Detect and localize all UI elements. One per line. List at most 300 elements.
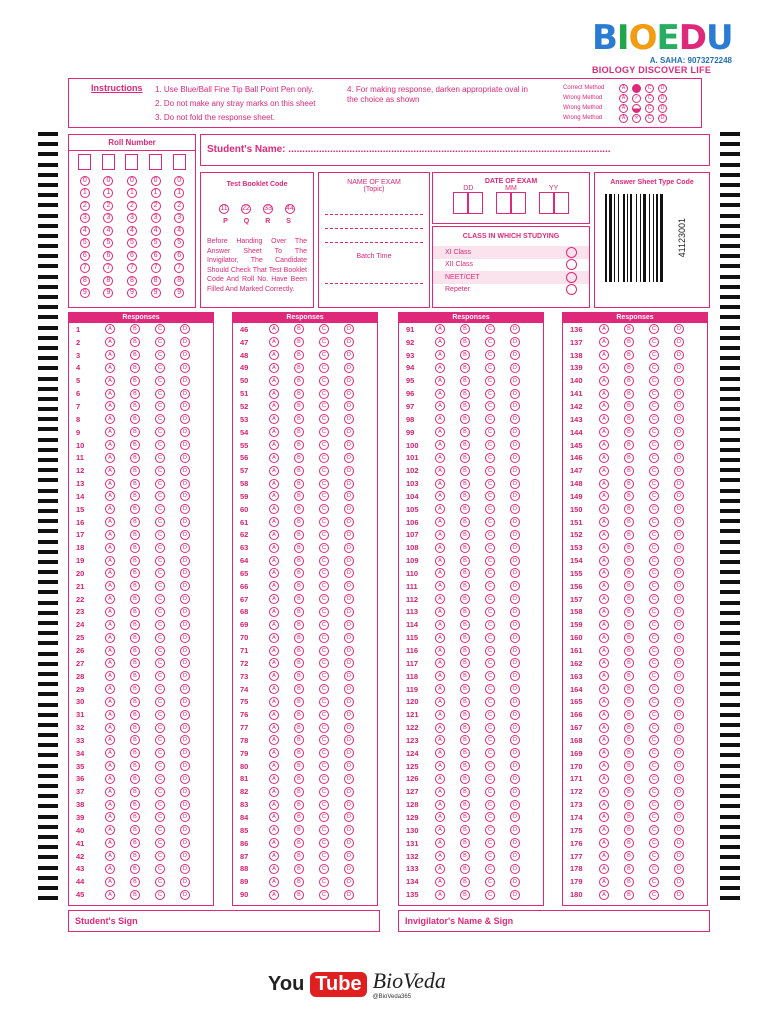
answer-bubble-c[interactable]: C	[155, 697, 165, 707]
answer-bubble-d[interactable]: D	[674, 517, 684, 527]
answer-bubble-c[interactable]: C	[485, 376, 495, 386]
answer-bubble-c[interactable]: C	[319, 363, 329, 373]
answer-bubble-b[interactable]: B	[460, 376, 470, 386]
answer-bubble-c[interactable]: C	[319, 401, 329, 411]
answer-bubble-c[interactable]: C	[319, 658, 329, 668]
answer-bubble-c[interactable]: C	[485, 517, 495, 527]
answer-bubble-d[interactable]: D	[180, 761, 190, 771]
answer-bubble-d[interactable]: D	[180, 376, 190, 386]
answer-bubble-c[interactable]: C	[155, 890, 165, 900]
answer-bubble-c[interactable]: C	[319, 376, 329, 386]
roll-digit-bubble[interactable]: 2	[103, 201, 113, 211]
answer-bubble-d[interactable]: D	[674, 761, 684, 771]
answer-bubble-b[interactable]: B	[294, 710, 304, 720]
exam-line-1[interactable]	[325, 205, 423, 215]
answer-bubble-a[interactable]: A	[435, 877, 445, 887]
answer-bubble-a[interactable]: A	[105, 697, 115, 707]
answer-bubble-d[interactable]: D	[674, 504, 684, 514]
answer-bubble-b[interactable]: B	[294, 337, 304, 347]
answer-bubble-d[interactable]: D	[180, 658, 190, 668]
answer-bubble-c[interactable]: C	[485, 774, 495, 784]
roll-digit-box[interactable]	[149, 154, 162, 170]
answer-bubble-b[interactable]: B	[294, 363, 304, 373]
answer-bubble-b[interactable]: B	[294, 774, 304, 784]
answer-bubble-c[interactable]: C	[155, 376, 165, 386]
answer-bubble-a[interactable]: A	[599, 646, 609, 656]
answer-bubble-c[interactable]: C	[319, 877, 329, 887]
answer-bubble-a[interactable]: A	[105, 620, 115, 630]
answer-bubble-c[interactable]: C	[649, 697, 659, 707]
answer-bubble-c[interactable]: C	[649, 363, 659, 373]
answer-bubble-b[interactable]: B	[130, 877, 140, 887]
answer-bubble-b[interactable]: B	[624, 697, 634, 707]
answer-bubble-d[interactable]: D	[180, 838, 190, 848]
answer-bubble-d[interactable]: D	[674, 556, 684, 566]
answer-bubble-d[interactable]: D	[674, 324, 684, 334]
answer-bubble-c[interactable]: C	[649, 607, 659, 617]
answer-bubble-c[interactable]: C	[485, 466, 495, 476]
answer-bubble-b[interactable]: B	[294, 851, 304, 861]
answer-bubble-d[interactable]: D	[510, 800, 520, 810]
answer-bubble-d[interactable]: D	[180, 890, 190, 900]
answer-bubble-a[interactable]: A	[269, 479, 279, 489]
answer-bubble-d[interactable]: D	[344, 723, 354, 733]
answer-bubble-d[interactable]: D	[510, 851, 520, 861]
answer-bubble-b[interactable]: B	[130, 697, 140, 707]
answer-bubble-d[interactable]: D	[510, 466, 520, 476]
answer-bubble-d[interactable]: D	[180, 594, 190, 604]
answer-bubble-a[interactable]: A	[435, 440, 445, 450]
answer-bubble-c[interactable]: C	[485, 491, 495, 501]
answer-bubble-b[interactable]: B	[294, 479, 304, 489]
answer-bubble-b[interactable]: B	[294, 697, 304, 707]
answer-bubble-a[interactable]: A	[435, 838, 445, 848]
answer-bubble-a[interactable]: A	[435, 851, 445, 861]
answer-bubble-d[interactable]: D	[510, 646, 520, 656]
answer-bubble-b[interactable]: B	[460, 710, 470, 720]
answer-bubble-a[interactable]: A	[105, 543, 115, 553]
answer-bubble-b[interactable]: B	[294, 825, 304, 835]
answer-bubble-b[interactable]: B	[624, 800, 634, 810]
answer-bubble-a[interactable]: A	[435, 825, 445, 835]
answer-bubble-d[interactable]: D	[180, 646, 190, 656]
answer-bubble-d[interactable]: D	[344, 607, 354, 617]
answer-bubble-d[interactable]: D	[674, 658, 684, 668]
answer-bubble-c[interactable]: C	[485, 710, 495, 720]
answer-bubble-c[interactable]: C	[485, 812, 495, 822]
answer-bubble-b[interactable]: B	[460, 504, 470, 514]
answer-bubble-c[interactable]: C	[155, 363, 165, 373]
answer-bubble-b[interactable]: B	[624, 363, 634, 373]
roll-digit-bubble[interactable]: 1	[127, 188, 137, 198]
roll-digit-bubble[interactable]: 4	[174, 226, 184, 236]
answer-bubble-c[interactable]: C	[649, 864, 659, 874]
answer-bubble-d[interactable]: D	[180, 620, 190, 630]
answer-bubble-c[interactable]: C	[485, 607, 495, 617]
answer-bubble-d[interactable]: D	[344, 735, 354, 745]
answer-bubble-b[interactable]: B	[460, 890, 470, 900]
answer-bubble-d[interactable]: D	[180, 363, 190, 373]
answer-bubble-b[interactable]: B	[460, 723, 470, 733]
invigilator-sign-field[interactable]	[398, 910, 710, 932]
answer-bubble-c[interactable]: C	[155, 479, 165, 489]
answer-bubble-d[interactable]: D	[674, 491, 684, 501]
answer-bubble-a[interactable]: A	[269, 324, 279, 334]
answer-bubble-c[interactable]: C	[155, 401, 165, 411]
answer-bubble-c[interactable]: C	[155, 556, 165, 566]
answer-bubble-b[interactable]: B	[624, 851, 634, 861]
answer-bubble-d[interactable]: D	[510, 864, 520, 874]
answer-bubble-d[interactable]: D	[510, 401, 520, 411]
answer-bubble-c[interactable]: C	[649, 440, 659, 450]
answer-bubble-b[interactable]: B	[130, 466, 140, 476]
answer-bubble-a[interactable]: A	[105, 877, 115, 887]
answer-bubble-d[interactable]: D	[180, 800, 190, 810]
answer-bubble-d[interactable]: D	[344, 748, 354, 758]
answer-bubble-c[interactable]: C	[485, 504, 495, 514]
answer-bubble-a[interactable]: A	[105, 658, 115, 668]
answer-bubble-d[interactable]: D	[344, 337, 354, 347]
answer-bubble-b[interactable]: B	[460, 697, 470, 707]
answer-bubble-d[interactable]: D	[674, 723, 684, 733]
answer-bubble-d[interactable]: D	[180, 864, 190, 874]
answer-bubble-d[interactable]: D	[344, 658, 354, 668]
answer-bubble-a[interactable]: A	[105, 517, 115, 527]
answer-bubble-c[interactable]: C	[155, 774, 165, 784]
roll-digit-bubble[interactable]: 7	[151, 263, 161, 273]
answer-bubble-b[interactable]: B	[624, 530, 634, 540]
answer-bubble-a[interactable]: A	[599, 620, 609, 630]
answer-bubble-a[interactable]: A	[435, 581, 445, 591]
answer-bubble-d[interactable]: D	[674, 710, 684, 720]
answer-bubble-b[interactable]: B	[130, 389, 140, 399]
answer-bubble-b[interactable]: B	[460, 517, 470, 527]
answer-bubble-b[interactable]: B	[294, 504, 304, 514]
answer-bubble-b[interactable]: B	[130, 761, 140, 771]
roll-digit-bubble[interactable]: 3	[127, 213, 137, 223]
answer-bubble-c[interactable]: C	[319, 491, 329, 501]
roll-digit-box[interactable]	[125, 154, 138, 170]
answer-bubble-a[interactable]: A	[269, 607, 279, 617]
answer-bubble-c[interactable]: C	[649, 453, 659, 463]
answer-bubble-d[interactable]: D	[674, 350, 684, 360]
answer-bubble-c[interactable]: C	[155, 787, 165, 797]
answer-bubble-d[interactable]: D	[510, 761, 520, 771]
answer-bubble-a[interactable]: A	[269, 735, 279, 745]
answer-bubble-d[interactable]: D	[344, 594, 354, 604]
answer-bubble-d[interactable]: D	[674, 684, 684, 694]
answer-bubble-a[interactable]: A	[269, 646, 279, 656]
answer-bubble-c[interactable]: C	[649, 735, 659, 745]
answer-bubble-a[interactable]: A	[435, 633, 445, 643]
answer-bubble-a[interactable]: A	[435, 376, 445, 386]
answer-bubble-d[interactable]: D	[510, 440, 520, 450]
answer-bubble-c[interactable]: C	[485, 401, 495, 411]
answer-bubble-d[interactable]: D	[510, 543, 520, 553]
answer-bubble-c[interactable]: C	[319, 389, 329, 399]
roll-digit-bubble[interactable]: 2	[80, 201, 90, 211]
answer-bubble-d[interactable]: D	[674, 890, 684, 900]
answer-bubble-b[interactable]: B	[460, 581, 470, 591]
answer-bubble-b[interactable]: B	[460, 453, 470, 463]
answer-bubble-b[interactable]: B	[294, 838, 304, 848]
answer-bubble-b[interactable]: B	[460, 735, 470, 745]
answer-bubble-a[interactable]: A	[599, 658, 609, 668]
answer-bubble-b[interactable]: B	[460, 825, 470, 835]
answer-bubble-b[interactable]: B	[130, 787, 140, 797]
answer-bubble-c[interactable]: C	[485, 530, 495, 540]
roll-digit-bubble[interactable]: 6	[127, 251, 137, 261]
answer-bubble-d[interactable]: D	[180, 723, 190, 733]
answer-bubble-a[interactable]: A	[269, 427, 279, 437]
answer-bubble-c[interactable]: C	[649, 748, 659, 758]
answer-bubble-a[interactable]: A	[269, 453, 279, 463]
answer-bubble-c[interactable]: C	[155, 594, 165, 604]
answer-bubble-d[interactable]: D	[180, 466, 190, 476]
answer-bubble-c[interactable]: C	[649, 517, 659, 527]
answer-bubble-a[interactable]: A	[269, 363, 279, 373]
class-option-bubble[interactable]	[566, 272, 577, 283]
answer-bubble-d[interactable]: D	[510, 389, 520, 399]
answer-bubble-a[interactable]: A	[599, 800, 609, 810]
answer-bubble-b[interactable]: B	[460, 748, 470, 758]
booklet-code-bubble[interactable]: 11	[220, 205, 228, 212]
roll-digit-box[interactable]	[78, 154, 91, 170]
answer-bubble-c[interactable]: C	[319, 337, 329, 347]
answer-bubble-a[interactable]: A	[599, 453, 609, 463]
answer-bubble-a[interactable]: A	[599, 543, 609, 553]
answer-bubble-a[interactable]: A	[599, 723, 609, 733]
answer-bubble-c[interactable]: C	[155, 710, 165, 720]
answer-bubble-a[interactable]: A	[435, 658, 445, 668]
answer-bubble-c[interactable]: C	[649, 851, 659, 861]
answer-bubble-c[interactable]: C	[155, 723, 165, 733]
answer-bubble-a[interactable]: A	[105, 337, 115, 347]
answer-bubble-b[interactable]: B	[460, 658, 470, 668]
answer-bubble-a[interactable]: A	[269, 620, 279, 630]
answer-bubble-c[interactable]: C	[649, 787, 659, 797]
answer-bubble-b[interactable]: B	[460, 491, 470, 501]
answer-bubble-c[interactable]: C	[649, 633, 659, 643]
answer-bubble-a[interactable]: A	[105, 581, 115, 591]
answer-bubble-b[interactable]: B	[460, 350, 470, 360]
answer-bubble-a[interactable]: A	[105, 812, 115, 822]
answer-bubble-a[interactable]: A	[105, 350, 115, 360]
answer-bubble-d[interactable]: D	[180, 337, 190, 347]
answer-bubble-a[interactable]: A	[435, 607, 445, 617]
answer-bubble-a[interactable]: A	[599, 774, 609, 784]
answer-bubble-c[interactable]: C	[485, 568, 495, 578]
answer-bubble-b[interactable]: B	[294, 646, 304, 656]
answer-bubble-c[interactable]: C	[319, 556, 329, 566]
answer-bubble-a[interactable]: A	[269, 774, 279, 784]
roll-digit-bubble[interactable]: 2	[127, 201, 137, 211]
answer-bubble-b[interactable]: B	[624, 658, 634, 668]
answer-bubble-d[interactable]: D	[344, 363, 354, 373]
answer-bubble-b[interactable]: B	[130, 748, 140, 758]
answer-bubble-b[interactable]: B	[624, 324, 634, 334]
date-digit-box[interactable]	[453, 192, 468, 214]
answer-bubble-b[interactable]: B	[294, 671, 304, 681]
answer-bubble-a[interactable]: A	[269, 414, 279, 424]
answer-bubble-d[interactable]: D	[510, 427, 520, 437]
answer-bubble-d[interactable]: D	[344, 633, 354, 643]
answer-bubble-c[interactable]: C	[155, 389, 165, 399]
class-option-bubble[interactable]	[566, 259, 577, 270]
answer-bubble-d[interactable]: D	[180, 735, 190, 745]
answer-bubble-c[interactable]: C	[319, 453, 329, 463]
answer-bubble-a[interactable]: A	[599, 350, 609, 360]
answer-bubble-b[interactable]: B	[624, 543, 634, 553]
answer-bubble-b[interactable]: B	[294, 453, 304, 463]
answer-bubble-b[interactable]: B	[130, 607, 140, 617]
answer-bubble-c[interactable]: C	[485, 556, 495, 566]
answer-bubble-a[interactable]: A	[599, 427, 609, 437]
answer-bubble-a[interactable]: A	[105, 594, 115, 604]
answer-bubble-d[interactable]: D	[180, 530, 190, 540]
answer-bubble-d[interactable]: D	[510, 504, 520, 514]
answer-bubble-a[interactable]: A	[105, 851, 115, 861]
answer-bubble-a[interactable]: A	[105, 723, 115, 733]
answer-bubble-b[interactable]: B	[624, 556, 634, 566]
answer-bubble-c[interactable]: C	[485, 787, 495, 797]
answer-bubble-b[interactable]: B	[130, 684, 140, 694]
answer-bubble-b[interactable]: B	[624, 774, 634, 784]
roll-digit-box[interactable]	[173, 154, 186, 170]
answer-bubble-a[interactable]: A	[269, 710, 279, 720]
answer-bubble-c[interactable]: C	[155, 337, 165, 347]
roll-digit-bubble[interactable]: 8	[103, 276, 113, 286]
answer-bubble-a[interactable]: A	[599, 517, 609, 527]
answer-bubble-b[interactable]: B	[130, 324, 140, 334]
answer-bubble-d[interactable]: D	[510, 581, 520, 591]
answer-bubble-d[interactable]: D	[344, 491, 354, 501]
answer-bubble-a[interactable]: A	[599, 530, 609, 540]
booklet-code-bubble[interactable]: 44	[286, 205, 294, 212]
answer-bubble-d[interactable]: D	[674, 633, 684, 643]
answer-bubble-b[interactable]: B	[130, 543, 140, 553]
answer-bubble-c[interactable]: C	[155, 568, 165, 578]
answer-bubble-d[interactable]: D	[674, 774, 684, 784]
answer-bubble-c[interactable]: C	[485, 671, 495, 681]
answer-bubble-c[interactable]: C	[649, 658, 659, 668]
answer-bubble-a[interactable]: A	[105, 466, 115, 476]
roll-digit-bubble[interactable]: 7	[80, 263, 90, 273]
student-name-field[interactable]	[200, 134, 710, 166]
answer-bubble-d[interactable]: D	[344, 427, 354, 437]
answer-bubble-d[interactable]: D	[510, 671, 520, 681]
answer-bubble-b[interactable]: B	[130, 838, 140, 848]
answer-bubble-b[interactable]: B	[130, 568, 140, 578]
answer-bubble-b[interactable]: B	[624, 607, 634, 617]
answer-bubble-c[interactable]: C	[649, 671, 659, 681]
answer-bubble-d[interactable]: D	[510, 723, 520, 733]
answer-bubble-b[interactable]: B	[460, 594, 470, 604]
answer-bubble-b[interactable]: B	[294, 864, 304, 874]
roll-digit-bubble[interactable]: 5	[80, 238, 90, 248]
answer-bubble-a[interactable]: A	[105, 568, 115, 578]
answer-bubble-d[interactable]: D	[674, 427, 684, 437]
answer-bubble-a[interactable]: A	[269, 530, 279, 540]
answer-bubble-c[interactable]: C	[485, 594, 495, 604]
answer-bubble-c[interactable]: C	[485, 363, 495, 373]
answer-bubble-b[interactable]: B	[130, 350, 140, 360]
answer-bubble-a[interactable]: A	[435, 684, 445, 694]
answer-bubble-c[interactable]: C	[319, 466, 329, 476]
answer-bubble-c[interactable]: C	[319, 697, 329, 707]
answer-bubble-b[interactable]: B	[624, 710, 634, 720]
roll-digit-bubble[interactable]: 9	[80, 288, 90, 298]
answer-bubble-a[interactable]: A	[435, 620, 445, 630]
answer-bubble-c[interactable]: C	[485, 581, 495, 591]
answer-bubble-b[interactable]: B	[624, 517, 634, 527]
answer-bubble-c[interactable]: C	[155, 543, 165, 553]
answer-bubble-c[interactable]: C	[485, 389, 495, 399]
answer-bubble-c[interactable]: C	[485, 414, 495, 424]
answer-bubble-d[interactable]: D	[344, 401, 354, 411]
answer-bubble-c[interactable]: C	[319, 800, 329, 810]
answer-bubble-a[interactable]: A	[105, 800, 115, 810]
answer-bubble-b[interactable]: B	[130, 479, 140, 489]
answer-bubble-a[interactable]: A	[269, 812, 279, 822]
answer-bubble-a[interactable]: A	[269, 761, 279, 771]
answer-bubble-a[interactable]: A	[599, 697, 609, 707]
answer-bubble-d[interactable]: D	[180, 812, 190, 822]
answer-bubble-a[interactable]: A	[269, 787, 279, 797]
roll-digit-bubble[interactable]: 1	[151, 188, 161, 198]
answer-bubble-c[interactable]: C	[649, 838, 659, 848]
answer-bubble-a[interactable]: A	[435, 735, 445, 745]
answer-bubble-d[interactable]: D	[510, 350, 520, 360]
answer-bubble-c[interactable]: C	[155, 800, 165, 810]
answer-bubble-d[interactable]: D	[674, 581, 684, 591]
answer-bubble-d[interactable]: D	[180, 697, 190, 707]
roll-digit-bubble[interactable]: 0	[174, 176, 184, 186]
answer-bubble-a[interactable]: A	[435, 543, 445, 553]
answer-bubble-c[interactable]: C	[319, 646, 329, 656]
answer-bubble-a[interactable]: A	[599, 594, 609, 604]
answer-bubble-a[interactable]: A	[269, 401, 279, 411]
answer-bubble-a[interactable]: A	[269, 466, 279, 476]
answer-bubble-b[interactable]: B	[294, 517, 304, 527]
answer-bubble-b[interactable]: B	[460, 684, 470, 694]
answer-bubble-b[interactable]: B	[624, 723, 634, 733]
class-option[interactable]	[433, 271, 589, 284]
answer-bubble-a[interactable]: A	[269, 825, 279, 835]
answer-bubble-d[interactable]: D	[510, 414, 520, 424]
answer-bubble-b[interactable]: B	[624, 491, 634, 501]
answer-bubble-d[interactable]: D	[510, 530, 520, 540]
roll-digit-bubble[interactable]: 3	[103, 213, 113, 223]
answer-bubble-d[interactable]: D	[674, 530, 684, 540]
answer-bubble-c[interactable]: C	[649, 389, 659, 399]
answer-bubble-a[interactable]: A	[269, 389, 279, 399]
answer-bubble-a[interactable]: A	[599, 556, 609, 566]
roll-digit-bubble[interactable]: 2	[174, 201, 184, 211]
booklet-code-bubble[interactable]: 33	[264, 205, 272, 212]
answer-bubble-b[interactable]: B	[624, 453, 634, 463]
answer-bubble-c[interactable]: C	[485, 748, 495, 758]
answer-bubble-d[interactable]: D	[180, 774, 190, 784]
answer-bubble-d[interactable]: D	[510, 556, 520, 566]
answer-bubble-d[interactable]: D	[674, 838, 684, 848]
answer-bubble-c[interactable]: C	[155, 581, 165, 591]
answer-bubble-d[interactable]: D	[510, 877, 520, 887]
answer-bubble-d[interactable]: D	[344, 350, 354, 360]
answer-bubble-d[interactable]: D	[674, 389, 684, 399]
answer-bubble-a[interactable]: A	[105, 890, 115, 900]
roll-digit-bubble[interactable]: 5	[174, 238, 184, 248]
